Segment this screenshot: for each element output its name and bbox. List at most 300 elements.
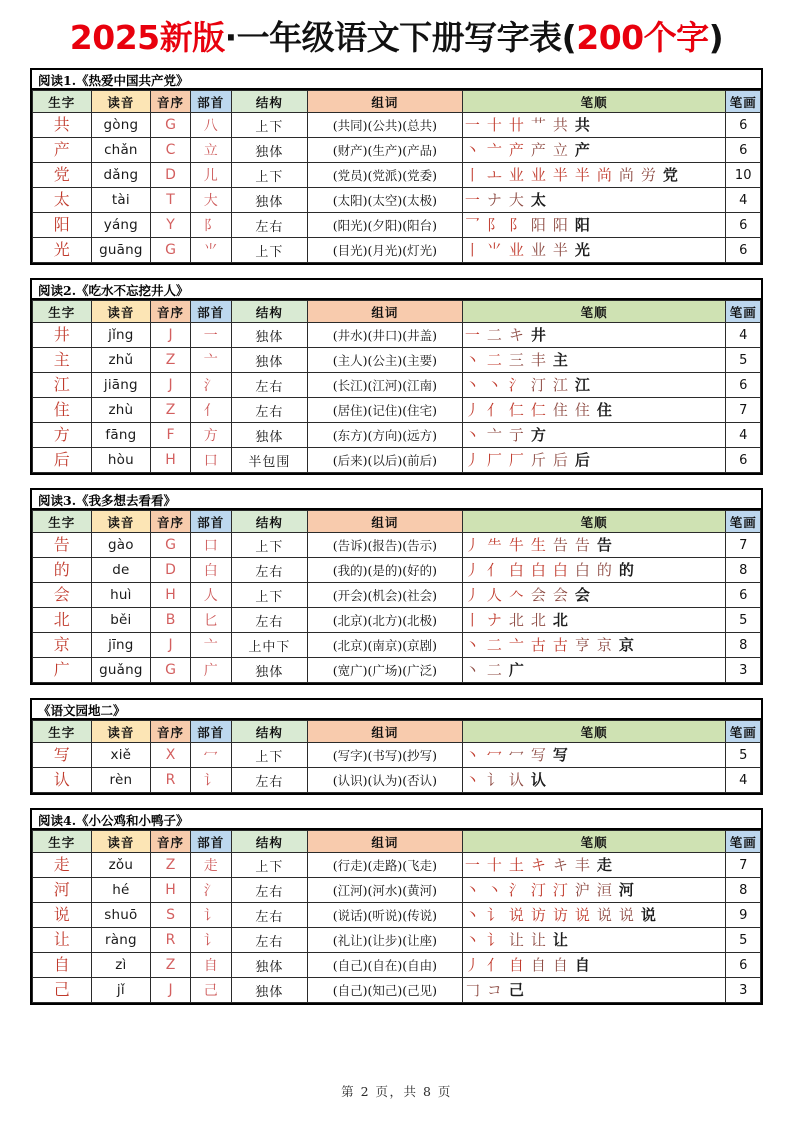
pinyin-cell: yáng <box>91 213 151 238</box>
table-row <box>33 878 761 903</box>
pinyin-cell: jīng <box>91 633 151 658</box>
stroke-order-cell <box>462 238 726 263</box>
stroke-count-cell: 5 <box>726 743 761 768</box>
column-header-structure: 结构 <box>231 301 307 323</box>
stroke-step: 丿 <box>464 535 480 554</box>
stroke-step: 的 <box>596 560 612 579</box>
stroke-step: ナ <box>486 610 502 629</box>
stroke-step: キ <box>508 325 524 344</box>
stroke-step: 阝 <box>508 215 524 234</box>
stroke-step: 住 <box>574 400 590 419</box>
words-cell: (东方)(方向)(远方) <box>308 423 463 448</box>
stroke-step: 自 <box>508 955 524 974</box>
stroke-step: 丿 <box>464 955 480 974</box>
table-header-row <box>33 831 761 853</box>
stroke-step: 访 <box>552 905 568 924</box>
stroke-count-cell: 7 <box>726 533 761 558</box>
stroke-count-cell: 3 <box>726 978 761 1003</box>
radical-cell: 大 <box>190 188 231 213</box>
radical-cell: 己 <box>190 978 231 1003</box>
initial-cell: J <box>151 633 191 658</box>
stroke-step: 尚 <box>596 165 612 184</box>
column-header-character: 生字 <box>33 91 92 113</box>
stroke-step: 认 <box>530 770 546 789</box>
stroke-count-cell: 6 <box>726 583 761 608</box>
character-cell: 己 <box>33 978 92 1003</box>
stroke-step: 丨 <box>464 240 480 259</box>
stroke-step: 白 <box>508 560 524 579</box>
stroke-step: 厂 <box>486 450 502 469</box>
table-row <box>33 323 761 348</box>
radical-cell: 方 <box>190 423 231 448</box>
stroke-step: 河 <box>618 880 634 899</box>
stroke-step: キ <box>530 855 546 874</box>
words-cell: (长江)(江河)(江南) <box>308 373 463 398</box>
words-cell: (财产)(生产)(产品) <box>308 138 463 163</box>
stroke-order-cell <box>462 658 726 683</box>
stroke-step: 业 <box>530 240 546 259</box>
stroke-step: 业 <box>508 240 524 259</box>
table-row <box>33 953 761 978</box>
words-cell: (告诉)(报告)(告示) <box>308 533 463 558</box>
column-header-structure: 结构 <box>231 721 307 743</box>
structure-cell: 上下 <box>231 238 307 263</box>
section-title: 阅读3.《我多想去看看》 <box>32 490 761 510</box>
stroke-step: 住 <box>552 400 568 419</box>
stroke-order-cell <box>462 928 726 953</box>
words-cell: (主人)(公主)(主要) <box>308 348 463 373</box>
initial-cell: Z <box>151 398 191 423</box>
column-header-pinyin: 读音 <box>91 831 151 853</box>
pinyin-cell: hé <box>91 878 151 903</box>
table-row <box>33 608 761 633</box>
pinyin-cell: xiě <box>91 743 151 768</box>
words-cell: (党员)(党派)(党委) <box>308 163 463 188</box>
column-header-radical: 部首 <box>190 721 231 743</box>
stroke-step: 走 <box>596 855 612 874</box>
table-row <box>33 448 761 473</box>
column-header-initial: 音序 <box>151 91 191 113</box>
column-header-stroke-order: 笔顺 <box>462 831 726 853</box>
stroke-step: 白 <box>530 560 546 579</box>
stroke-step: 后 <box>574 450 590 469</box>
stroke-step: 丰 <box>530 350 546 369</box>
stroke-step: 方 <box>530 425 546 444</box>
words-cell: (共同)(公共)(总共) <box>308 113 463 138</box>
column-header-words: 组词 <box>308 91 463 113</box>
table-row <box>33 238 761 263</box>
pinyin-cell: gòng <box>91 113 151 138</box>
structure-cell: 独体 <box>231 658 307 683</box>
column-header-pinyin: 读音 <box>91 511 151 533</box>
stroke-step: 业 <box>530 165 546 184</box>
character-cell: 京 <box>33 633 92 658</box>
stroke-step: 汀 <box>530 375 546 394</box>
stroke-step: 仁 <box>530 400 546 419</box>
table-header-row <box>33 721 761 743</box>
table-row <box>33 423 761 448</box>
pinyin-cell: zhù <box>91 398 151 423</box>
stroke-step: 二 <box>486 325 502 344</box>
radical-cell: 氵 <box>190 878 231 903</box>
column-header-character: 生字 <box>33 831 92 853</box>
stroke-step: 牛 <box>508 535 524 554</box>
radical-cell: 讠 <box>190 928 231 953</box>
table-row <box>33 373 761 398</box>
pinyin-cell: chǎn <box>91 138 151 163</box>
character-cell: 北 <box>33 608 92 633</box>
structure-cell: 上下 <box>231 163 307 188</box>
column-header-stroke-order: 笔顺 <box>462 721 726 743</box>
structure-cell: 左右 <box>231 373 307 398</box>
stroke-step: 氵 <box>508 375 524 394</box>
column-header-stroke-order: 笔顺 <box>462 301 726 323</box>
stroke-step: 产 <box>530 140 546 159</box>
stroke-count-cell: 4 <box>726 768 761 793</box>
stroke-step: 丶 <box>464 635 480 654</box>
radical-cell: 口 <box>190 448 231 473</box>
stroke-order-cell <box>462 323 726 348</box>
words-cell: (自己)(自在)(自由) <box>308 953 463 978</box>
words-cell: (北京)(北方)(北极) <box>308 608 463 633</box>
table-row <box>33 188 761 213</box>
stroke-step: 产 <box>574 140 590 159</box>
stroke-count-cell: 5 <box>726 928 761 953</box>
stroke-count-cell: 6 <box>726 953 761 978</box>
stroke-step: 亨 <box>574 635 590 654</box>
stroke-step: 丶 <box>486 880 502 899</box>
column-header-radical: 部首 <box>190 511 231 533</box>
pinyin-cell: rèn <box>91 768 151 793</box>
stroke-step: 说 <box>574 905 590 924</box>
radical-cell: 广 <box>190 658 231 683</box>
character-cell: 住 <box>33 398 92 423</box>
stroke-step: 土 <box>508 855 524 874</box>
character-cell: 后 <box>33 448 92 473</box>
pinyin-cell: běi <box>91 608 151 633</box>
stroke-step: ナ <box>486 190 502 209</box>
column-header-initial: 音序 <box>151 301 191 323</box>
pinyin-cell: guāng <box>91 238 151 263</box>
table-row <box>33 928 761 953</box>
stroke-step: ⺌ <box>486 240 502 259</box>
stroke-count-cell: 6 <box>726 113 761 138</box>
pinyin-cell: zǒu <box>91 853 151 878</box>
stroke-step: 十 <box>486 855 502 874</box>
structure-cell: 独体 <box>231 323 307 348</box>
table-row <box>33 113 761 138</box>
initial-cell: Z <box>151 853 191 878</box>
pinyin-cell: guǎng <box>91 658 151 683</box>
section-title: 《语文园地二》 <box>32 700 761 720</box>
lesson-section <box>30 808 763 1005</box>
table-row <box>33 348 761 373</box>
structure-cell: 左右 <box>231 608 307 633</box>
initial-cell: S <box>151 903 191 928</box>
character-cell: 会 <box>33 583 92 608</box>
table-header-row <box>33 91 761 113</box>
stroke-order-cell <box>462 423 726 448</box>
words-cell: (目光)(月光)(灯光) <box>308 238 463 263</box>
character-cell: 认 <box>33 768 92 793</box>
initial-cell: Z <box>151 953 191 978</box>
initial-cell: G <box>151 238 191 263</box>
stroke-step: 厂 <box>508 450 524 469</box>
stroke-step: 亠 <box>486 425 502 444</box>
words-cell: (自己)(知己)(己见) <box>308 978 463 1003</box>
initial-cell: Y <box>151 213 191 238</box>
stroke-step: 仁 <box>508 400 524 419</box>
words-cell: (写字)(书写)(抄写) <box>308 743 463 768</box>
column-header-pinyin: 读音 <box>91 301 151 323</box>
stroke-step: 后 <box>552 450 568 469</box>
character-table <box>32 300 761 473</box>
stroke-step: 丶 <box>464 880 480 899</box>
stroke-step: 阝 <box>486 215 502 234</box>
stroke-order-cell <box>462 953 726 978</box>
stroke-count-cell: 7 <box>726 398 761 423</box>
character-cell: 主 <box>33 348 92 373</box>
stroke-step: 丶 <box>464 905 480 924</box>
structure-cell: 上中下 <box>231 633 307 658</box>
stroke-count-cell: 8 <box>726 878 761 903</box>
table-row <box>33 768 761 793</box>
title-part-paren: ) <box>708 17 724 57</box>
lesson-section <box>30 278 763 475</box>
stroke-step: 丨 <box>464 610 480 629</box>
lesson-section <box>30 68 763 265</box>
stroke-step: 白 <box>574 560 590 579</box>
pinyin-cell: zì <box>91 953 151 978</box>
column-header-character: 生字 <box>33 721 92 743</box>
character-table <box>32 510 761 683</box>
stroke-step: 讠 <box>486 905 502 924</box>
character-cell: 走 <box>33 853 92 878</box>
table-header-row <box>33 301 761 323</box>
stroke-step: 立 <box>552 140 568 159</box>
stroke-step: 沪 <box>574 880 590 899</box>
stroke-step: 丶 <box>464 930 480 949</box>
stroke-step: 亠 <box>486 140 502 159</box>
initial-cell: H <box>151 878 191 903</box>
radical-cell: 八 <box>190 113 231 138</box>
character-table <box>32 720 761 793</box>
stroke-step: 斤 <box>530 450 546 469</box>
stroke-step: 一 <box>464 855 480 874</box>
column-header-words: 组词 <box>308 301 463 323</box>
stroke-order-cell <box>462 743 726 768</box>
words-cell: (后来)(以后)(前后) <box>308 448 463 473</box>
character-cell: 广 <box>33 658 92 683</box>
title-part-count: 200个字 <box>576 17 709 57</box>
words-cell: (北京)(南京)(京剧) <box>308 633 463 658</box>
stroke-step: 丿 <box>464 585 480 604</box>
stroke-step: 自 <box>530 955 546 974</box>
column-header-stroke-count: 笔画 <box>726 831 761 853</box>
pinyin-cell: tài <box>91 188 151 213</box>
stroke-step: 说 <box>640 905 656 924</box>
stroke-step: コ <box>486 980 502 999</box>
stroke-step: 让 <box>552 930 568 949</box>
radical-cell: 匕 <box>190 608 231 633</box>
character-cell: 告 <box>33 533 92 558</box>
stroke-order-cell <box>462 533 726 558</box>
stroke-order-cell <box>462 878 726 903</box>
page-footer: 第 2 页，共 8 页 <box>341 1084 452 1099</box>
structure-cell: 独体 <box>231 978 307 1003</box>
radical-cell: 走 <box>190 853 231 878</box>
stroke-step: 亻 <box>486 955 502 974</box>
stroke-count-cell: 6 <box>726 448 761 473</box>
stroke-step: 亻 <box>486 400 502 419</box>
stroke-step: 井 <box>530 325 546 344</box>
column-header-pinyin: 读音 <box>91 91 151 113</box>
stroke-step: 太 <box>530 190 546 209</box>
stroke-step: 会 <box>530 585 546 604</box>
stroke-step: 的 <box>618 560 634 579</box>
table-row <box>33 978 761 1003</box>
stroke-step: 己 <box>508 980 524 999</box>
structure-cell: 左右 <box>231 768 307 793</box>
structure-cell: 上下 <box>231 533 307 558</box>
pinyin-cell: zhǔ <box>91 348 151 373</box>
stroke-step: 讠 <box>486 770 502 789</box>
stroke-step: 让 <box>530 930 546 949</box>
structure-cell: 左右 <box>231 928 307 953</box>
stroke-step: 半 <box>552 165 568 184</box>
column-header-initial: 音序 <box>151 831 191 853</box>
character-cell: 自 <box>33 953 92 978</box>
words-cell: (居住)(记住)(住宅) <box>308 398 463 423</box>
section-title: 阅读2.《吃水不忘挖井人》 <box>32 280 761 300</box>
stroke-order-cell <box>462 633 726 658</box>
stroke-count-cell: 8 <box>726 558 761 583</box>
page-title <box>69 17 724 57</box>
stroke-step: 半 <box>574 165 590 184</box>
lesson-section <box>30 488 763 685</box>
stroke-count-cell: 4 <box>726 188 761 213</box>
column-header-stroke-count: 笔画 <box>726 301 761 323</box>
section-title: 阅读1.《热爱中国共产党》 <box>32 70 761 90</box>
stroke-step: 告 <box>596 535 612 554</box>
radical-cell: 讠 <box>190 903 231 928</box>
column-header-stroke-order: 笔顺 <box>462 511 726 533</box>
words-cell: (认识)(认为)(否认) <box>308 768 463 793</box>
stroke-count-cell: 6 <box>726 238 761 263</box>
stroke-order-cell <box>462 398 726 423</box>
radical-cell: 立 <box>190 138 231 163</box>
stroke-count-cell: 6 <box>726 213 761 238</box>
stroke-step: 汀 <box>530 880 546 899</box>
radical-cell: 人 <box>190 583 231 608</box>
stroke-step: 丶 <box>464 425 480 444</box>
structure-cell: 左右 <box>231 903 307 928</box>
stroke-order-cell <box>462 448 726 473</box>
radical-cell: 白 <box>190 558 231 583</box>
title-part-edition: 新版 <box>159 17 225 57</box>
stroke-step: 丶 <box>464 770 480 789</box>
stroke-step: 写 <box>530 745 546 764</box>
stroke-step: 共 <box>574 115 590 134</box>
words-cell: (江河)(河水)(黄河) <box>308 878 463 903</box>
initial-cell: J <box>151 323 191 348</box>
stroke-step: 艹 <box>530 115 546 134</box>
pinyin-cell: dǎng <box>91 163 151 188</box>
stroke-order-cell <box>462 768 726 793</box>
character-cell: 让 <box>33 928 92 953</box>
stroke-step: 人 <box>486 585 502 604</box>
structure-cell: 独体 <box>231 423 307 448</box>
stroke-count-cell: 3 <box>726 658 761 683</box>
radical-cell: 亻 <box>190 398 231 423</box>
radical-cell: 亠 <box>190 633 231 658</box>
words-cell: (礼让)(让步)(让座) <box>308 928 463 953</box>
initial-cell: G <box>151 113 191 138</box>
radical-cell: 口 <box>190 533 231 558</box>
stroke-order-cell <box>462 138 726 163</box>
stroke-step: 十 <box>486 115 502 134</box>
stroke-step: 汀 <box>552 880 568 899</box>
stroke-step: 丿 <box>464 560 480 579</box>
stroke-count-cell: 8 <box>726 633 761 658</box>
pinyin-cell: de <box>91 558 151 583</box>
stroke-step: 写 <box>552 745 568 764</box>
stroke-step: 北 <box>508 610 524 629</box>
radical-cell: 亠 <box>190 348 231 373</box>
section-title: 阅读4.《小公鸡和小鸭子》 <box>32 810 761 830</box>
stroke-count-cell: 4 <box>726 323 761 348</box>
character-table <box>32 830 761 1003</box>
radical-cell: 氵 <box>190 373 231 398</box>
table-row <box>33 743 761 768</box>
stroke-count-cell: 6 <box>726 373 761 398</box>
character-cell: 共 <box>33 113 92 138</box>
stroke-step: 主 <box>552 350 568 369</box>
stroke-step: 労 <box>640 165 656 184</box>
character-cell: 产 <box>33 138 92 163</box>
character-cell: 阳 <box>33 213 92 238</box>
stroke-step: 二 <box>486 350 502 369</box>
table-row <box>33 558 761 583</box>
initial-cell: G <box>151 658 191 683</box>
stroke-step: 自 <box>552 955 568 974</box>
column-header-words: 组词 <box>308 721 463 743</box>
column-header-structure: 结构 <box>231 511 307 533</box>
stroke-step: 丨 <box>464 165 480 184</box>
stroke-step: 丶 <box>464 140 480 159</box>
stroke-count-cell: 6 <box>726 138 761 163</box>
sections-container <box>30 68 763 1005</box>
stroke-step: 丿 <box>464 400 480 419</box>
structure-cell: 左右 <box>231 878 307 903</box>
character-cell: 的 <box>33 558 92 583</box>
table-row <box>33 853 761 878</box>
column-header-pinyin: 读音 <box>91 721 151 743</box>
stroke-step: 二 <box>486 660 502 679</box>
column-header-stroke-count: 笔画 <box>726 91 761 113</box>
stroke-order-cell <box>462 978 726 1003</box>
stroke-step: 会 <box>574 585 590 604</box>
initial-cell: G <box>151 533 191 558</box>
stroke-step: 丿 <box>464 450 480 469</box>
initial-cell: J <box>151 373 191 398</box>
stroke-step: 阳 <box>552 215 568 234</box>
stroke-order-cell <box>462 188 726 213</box>
stroke-step: 产 <box>508 140 524 159</box>
stroke-step: 古 <box>552 635 568 654</box>
column-header-character: 生字 <box>33 511 92 533</box>
stroke-step: 卄 <box>508 115 524 134</box>
